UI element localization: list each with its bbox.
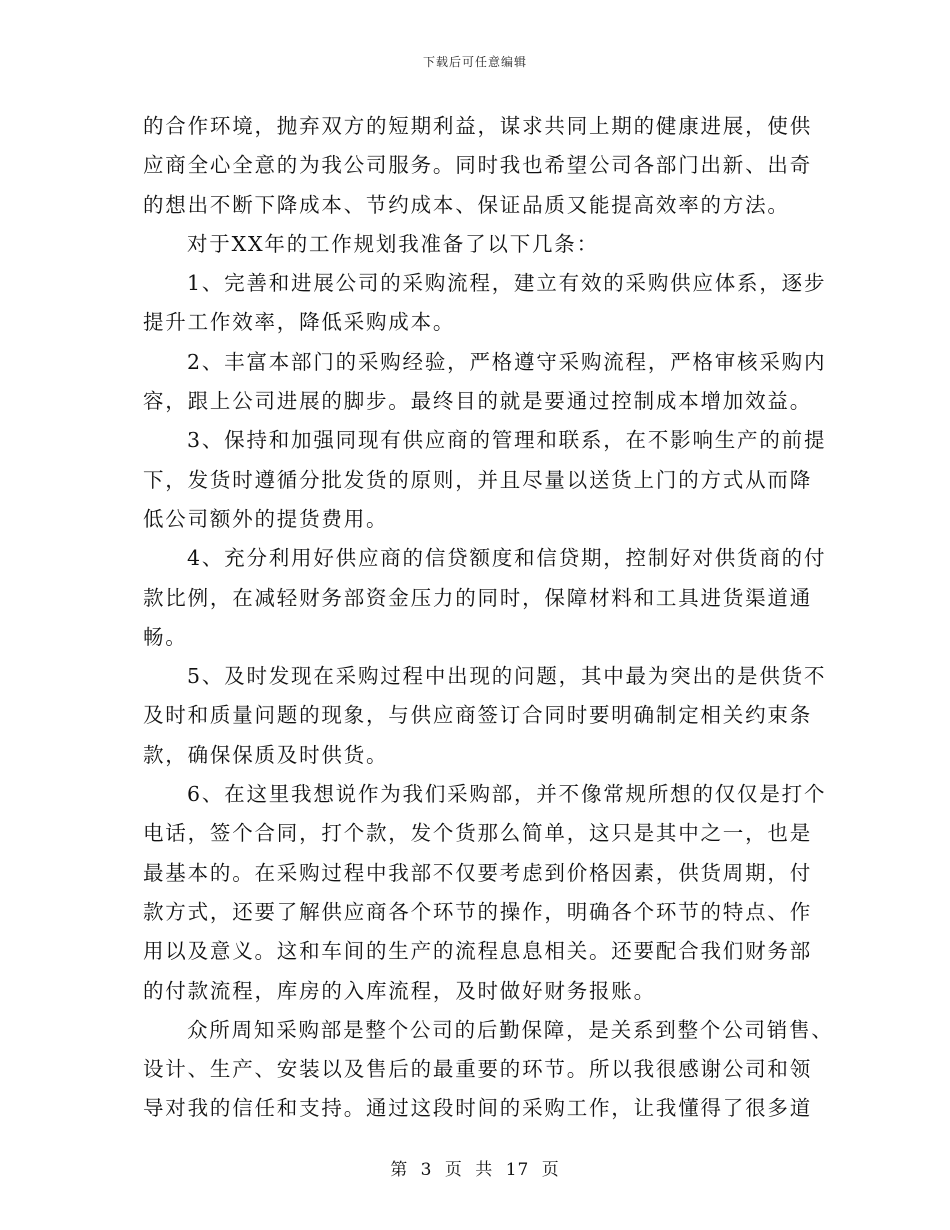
text-line: 2、丰富本部门的采购经验，严格遵守采购流程，严格审核采购内 (187, 349, 827, 374)
page-number-footer: 第 3 页 共 17 页 (390, 1160, 560, 1180)
text-line: 容，跟上公司进展的脚步。最终目的就是要通过控制成本增加效益。 (143, 389, 812, 414)
text-line: 导对我的信任和支持。通过这段时间的采购工作，让我懂得了很多道 (143, 1096, 812, 1121)
text-line: 1、完善和进展公司的采购流程，建立有效的采购供应体系，逐步 (187, 271, 827, 296)
text-line: 应商全心全意的为我公司服务。同时我也希望公司各部门出新、出奇 (143, 153, 812, 178)
text-line: 款方式，还要了解供应商各个环节的操作，明确各个环节的特点、作 (143, 899, 812, 924)
text-line: 下，发货时遵循分批发货的原则，并且尽量以送货上门的方式从而降 (143, 467, 812, 492)
text-line: 的付款流程，库房的入库流程，及时做好财务报账。 (143, 978, 656, 1003)
text-line: 提升工作效率，降低采购成本。 (143, 310, 456, 335)
text-line: 4、充分利用好供应商的信贷额度和信贷期，控制好对供货商的付 (187, 546, 827, 571)
text-line: 及时和质量问题的现象，与供应商签订合同时要明确制定相关约束条 (143, 703, 812, 728)
text-line: 6、在这里我想说作为我们采购部，并不像常规所想的仅仅是打个 (187, 782, 827, 807)
text-line: 众所周知采购部是整个公司的后勤保障，是关系到整个公司销售、 (187, 1017, 834, 1042)
text-line: 款比例，在减轻财务部资金压力的同时，保障材料和工具进货渠道通 (143, 585, 812, 610)
text-line: 低公司额外的提货费用。 (143, 506, 389, 531)
text-line: 最基本的。在采购过程中我部不仅要考虑到价格因素，供货周期，付 (143, 860, 812, 885)
text-line: 电话，签个合同，打个款，发个货那么简单，这只是其中之一，也是 (143, 821, 812, 846)
text-line: 款，确保保质及时供货。 (143, 742, 389, 767)
text-line: 畅。 (143, 624, 188, 649)
page-header: 下载后可任意编辑 (422, 55, 527, 69)
body-text (143, 107, 834, 1129)
text-line: 设计、生产、安装以及售后的最重要的环节。所以我很感谢公司和领 (143, 1057, 812, 1082)
text-line: 用以及意义。这和车间的生产的流程息息相关。还要配合我们财务部 (143, 939, 812, 964)
text-line: 对于XX年的工作规划我准备了以下几条： (187, 231, 599, 256)
text-line: 5、及时发现在采购过程中出现的问题，其中最为突出的是供货不 (187, 664, 827, 689)
text-line: 的合作环境，抛弃双方的短期利益，谋求共同上期的健康进展，使供 (143, 114, 812, 138)
text-line: 3、保持和加强同现有供应商的管理和联系，在不影响生产的前提 (187, 428, 827, 453)
text-line: 的想出不断下降成本、节约成本、保证品质又能提高效率的方法。 (143, 192, 790, 217)
